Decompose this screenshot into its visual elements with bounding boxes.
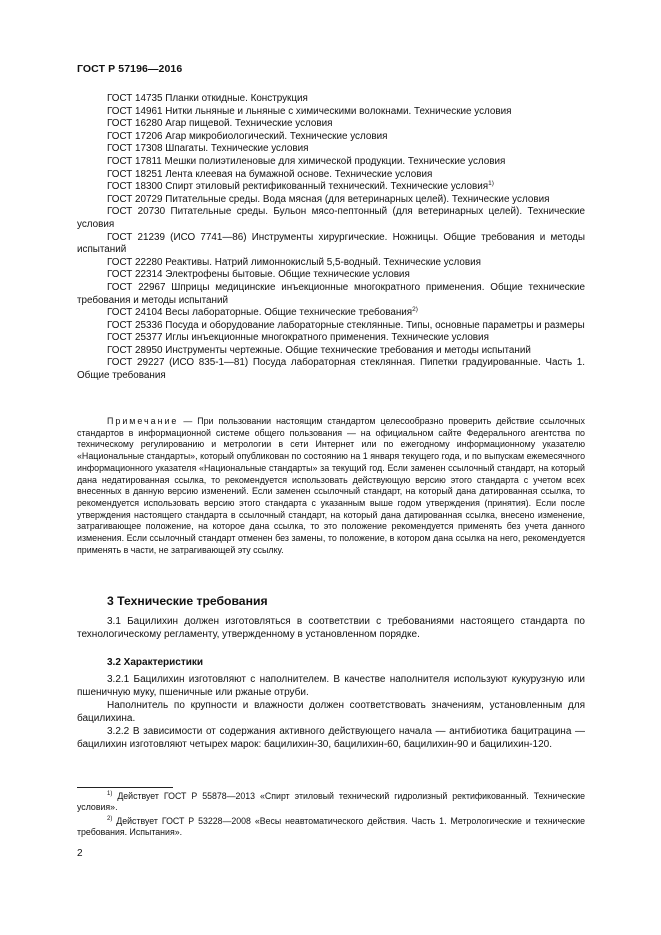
paragraph-3-1: 3.1 Бацилихин должен изготовляться в соответствии с требованиями настоящего стандарта по технологическому регламенту, утвержденному в установленном порядке. — [77, 616, 585, 641]
note-paragraph — [77, 416, 585, 556]
subsection-heading: 3.2 Характеристики — [107, 657, 204, 668]
reference-text: ГОСТ 21239 (ИСО 7741—86) Инструменты хирургические. Ножницы. Общие требования и методы испытаний — [77, 231, 585, 256]
page-number: 2 — [77, 848, 83, 859]
reference-item — [77, 181, 585, 194]
reference-text: ГОСТ 14735 Планки откидные. Конструкция — [107, 93, 308, 104]
paragraph-3-2-2: 3.2.2 В зависимости от содержания активного действующего начала — антибиотика бацитрацина — бацилихин изготовляют четырех марок: бацилихин-30, бацилихин-60, бацилихин-90 и бацилихин-120. — [77, 726, 585, 751]
reference-text: ГОСТ 25336 Посуда и оборудование лабораторные стеклянные. Типы, основные параметры и размеры — [107, 319, 585, 331]
reference-item — [77, 169, 585, 182]
paragraph-3-2-1-filler: Наполнитель по крупности и влажности должен соответствовать значениям, установленным для бацилихина. — [77, 700, 585, 725]
reference-text: ГОСТ 20729 Питательные среды. Вода мясная (для ветеринарных целей). Технические условия — [107, 193, 550, 205]
reference-item — [77, 282, 585, 307]
note-text: — При пользовании настоящим стандартом целесообразно проверить действие ссылочных стандартов в информационной системе общего пользования — на официальном сайте Федерального агентства по техническому регулированию и метрологии в сети Интернет или по ежегодному информационному указателю «Национальные стандарты», который опубликован по состоянию на 1 января текущего года, и по выпускам ежемесячного информационного указателя «Национальные стандарты» за текущий год. Если заменен ссылочный стандарт, на который дана недатированная ссылка, то рекомендуется использовать действующую версию этого стандарта с учетом всех внесенных в данную версию изменений. Если заменен ссылочный стандарт, на который дана датированная ссылка, то рекомендуется использовать версию этого стандарта с указанным выше годом утверждения (принятия). Если после утверждения настоящего стандарта в ссылочный стандарт, на который дана датированная ссылка, внесено изменение, затрагивающее положение, на которое дана ссылка, то это положение рекомендуется применять без учета данного изменения. Если ссылочный стандарт отменен без замены, то положение, в котором дана ссылка на него, рекомендуется применять в части, не затрагивающей эту ссылку. — [77, 416, 585, 555]
reference-item — [77, 307, 585, 320]
reference-text: ГОСТ 28950 Инструменты чертежные. Общие технические требования и методы испытаний — [107, 344, 531, 356]
footnote-1-marker: 1) — [107, 791, 113, 797]
reference-text: ГОСТ 18251 Лента клеевая на бумажной основе. Технические условия — [107, 168, 433, 180]
reference-item — [77, 320, 585, 333]
reference-text: ГОСТ 17206 Агар микробиологический. Технические условия — [107, 130, 388, 142]
reference-item — [77, 206, 585, 231]
reference-item — [77, 194, 585, 207]
paragraph-3-2-1: 3.2.1 Бацилихин изготовляют с наполнителем. В качестве наполнителя используют кукурузную или пшеничную муку, пшеничные или ржаные отруби. — [77, 674, 585, 699]
reference-text: ГОСТ 22314 Электрофены бытовые. Общие технические условия — [107, 269, 410, 281]
reference-item — [77, 93, 585, 106]
reference-item — [77, 106, 585, 119]
reference-item — [77, 232, 585, 257]
reference-item — [77, 118, 585, 131]
reference-text: ГОСТ 22967 Шприцы медицинские инъекционные многократного применения. Общие технические требования и методы испытаний — [77, 281, 585, 306]
footnote-1-text: Действует ГОСТ Р 55878—2013 «Спирт этиловый технический гидролизный ректификованный. Технические условия». — [77, 791, 585, 813]
reference-text: ГОСТ 18300 Спирт этиловый ректификованный технический. Технические условия — [107, 181, 489, 193]
reference-item — [77, 357, 585, 382]
reference-text: ГОСТ 25377 Иглы инъекционные многократного применения. Технические условия — [107, 332, 489, 344]
reference-text: ГОСТ 22280 Реактивы. Натрий лимоннокислый 5,5-водный. Технические условия — [107, 256, 482, 268]
document-header: ГОСТ Р 57196—2016 — [77, 63, 183, 75]
footnote-2-text: Действует ГОСТ Р 53228—2008 «Весы неавтоматического действия. Часть 1. Метрологические и технические требования. Испытания». — [77, 816, 585, 838]
footnote-marker: 2) — [412, 306, 418, 314]
reference-text: ГОСТ 17811 Мешки полиэтиленовые для химической продукции. Технические условия — [107, 155, 506, 167]
normative-references-list — [77, 93, 585, 383]
footnote-divider — [77, 787, 173, 788]
reference-text: ГОСТ 24104 Весы лабораторные. Общие технические требования — [107, 307, 413, 319]
reference-text: ГОСТ 16280 Агар пищевой. Технические условия — [107, 118, 333, 130]
section-heading: 3 Технические требования — [107, 594, 268, 608]
reference-text: ГОСТ 14961 Нитки льняные и льняные с химическими волокнами. Технические условия — [107, 105, 512, 117]
reference-item — [77, 269, 585, 282]
reference-item — [77, 257, 585, 270]
reference-item — [77, 131, 585, 144]
footnote-marker: 1) — [488, 180, 494, 188]
reference-item — [77, 332, 585, 345]
footnote-2-marker: 2) — [107, 816, 113, 822]
reference-text: ГОСТ 29227 (ИСО 835-1—81) Посуда лабораторная стеклянная. Пипетки градуированные. Часть 1. Общие требования — [77, 357, 585, 382]
reference-text: ГОСТ 20730 Питательные среды. Бульон мясо-пептонный (для ветеринарных целей). Технические условия — [77, 206, 585, 230]
reference-item — [77, 156, 585, 169]
reference-text: ГОСТ 17308 Шпагаты. Технические условия — [107, 143, 309, 155]
reference-item — [77, 143, 585, 156]
footnote-2 — [77, 816, 585, 839]
reference-item — [77, 345, 585, 358]
footnote-1 — [77, 791, 585, 814]
note-label: Примечание — [107, 416, 179, 426]
